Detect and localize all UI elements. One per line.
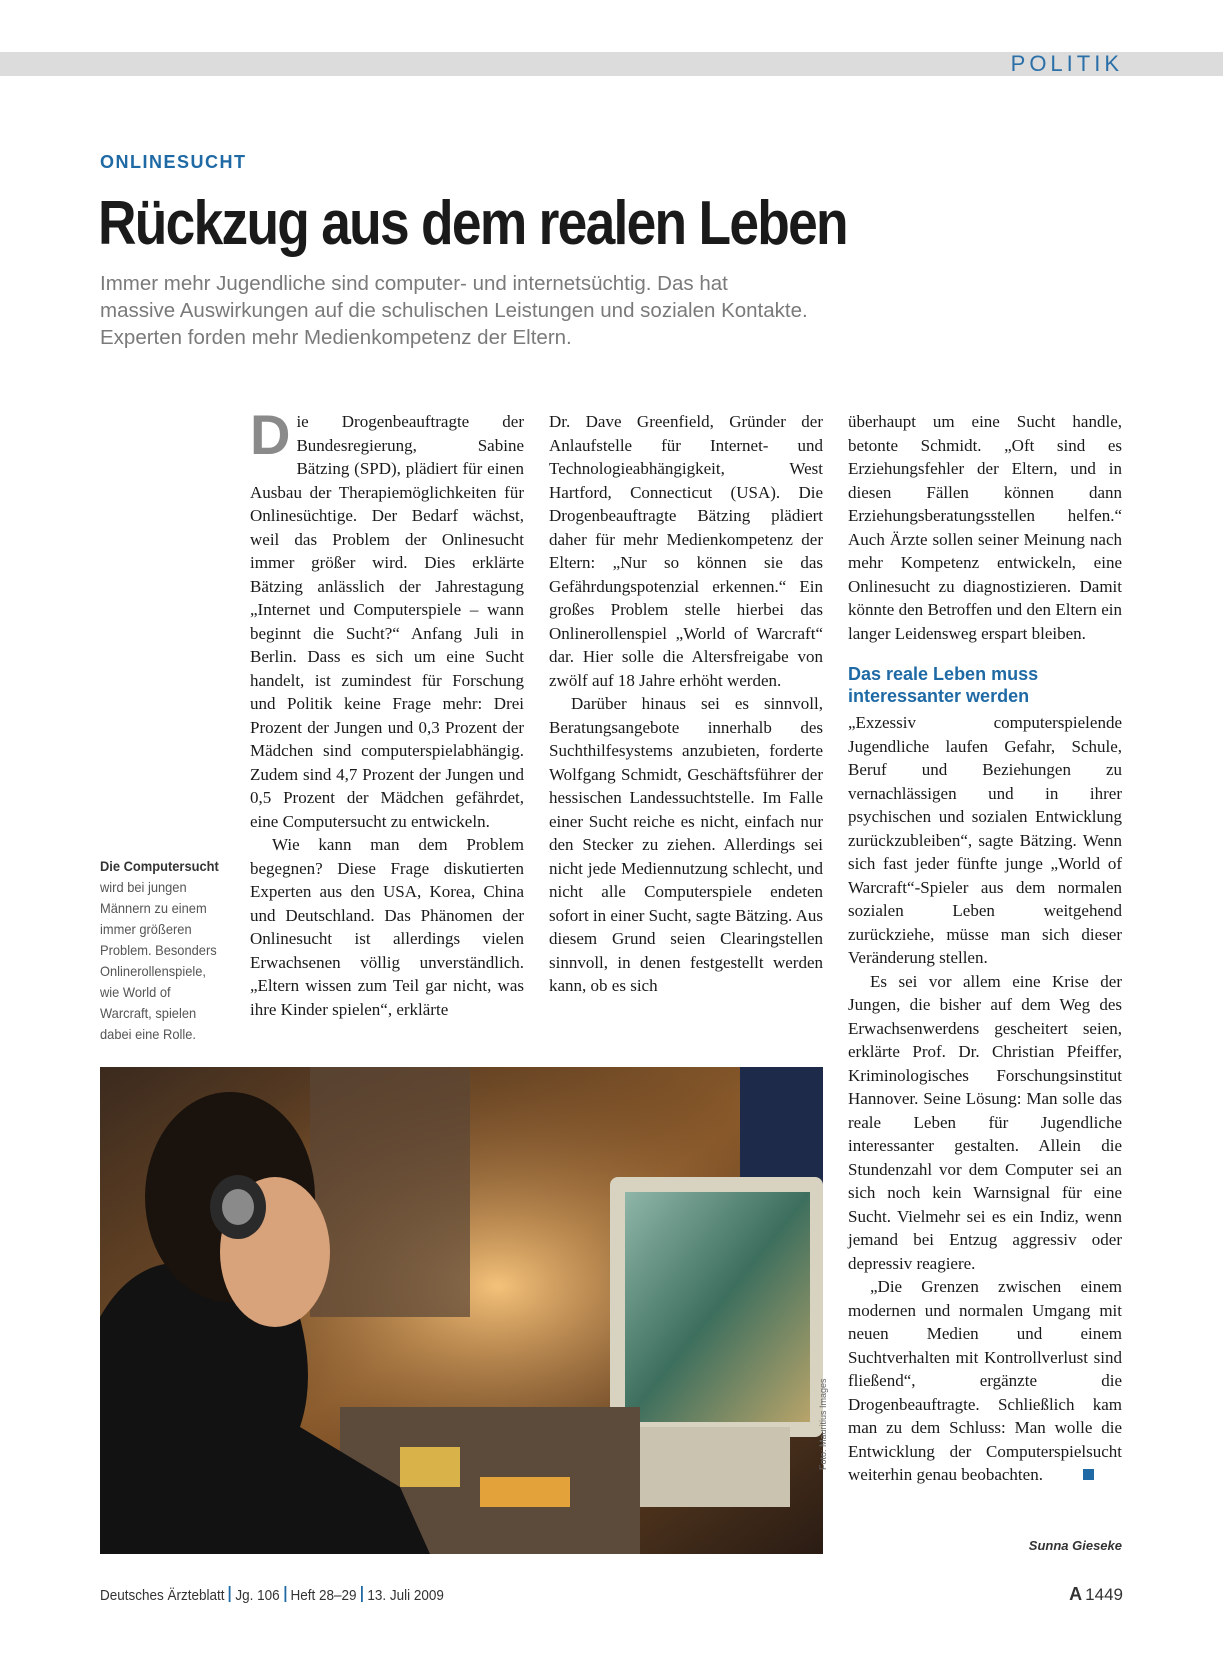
article-column-2 <box>549 410 823 998</box>
article-column-3 <box>848 410 1122 1487</box>
footer-separator <box>284 1586 286 1602</box>
page-number-value: 1449 <box>1085 1585 1123 1604</box>
drop-cap: D <box>250 403 291 466</box>
article-title: Rückzug aus dem realen Leben <box>98 189 847 258</box>
article-column-1 <box>250 403 524 1021</box>
journal-volume: Jg. 106 <box>235 1587 280 1604</box>
paragraph: überhaupt um eine Sucht handle, betonte Schmidt. „Oft sind es Erziehungsfehler der Eltern, und in diesen Fällen können dann Erziehungsberatungsstellen helfen.“ Auch Ärzte sollen seiner Meinung nach mehr Kompetenz entwickeln, eine Onlinesucht zu diagnostizieren. Damit könnte den Betroffen und den Eltern ein langer Leidensweg erspart bleiben. <box>848 412 1122 643</box>
caption-title: Die Computersucht <box>100 858 219 874</box>
footer-separator <box>361 1586 363 1602</box>
footer-separator <box>229 1586 231 1602</box>
section-label: POLITIK <box>1010 51 1123 76</box>
page-prefix: A <box>1069 1584 1083 1604</box>
paragraph: Es sei vor allem eine Krise der Jungen, die bisher auf dem Weg des Erwachsenwerdens gescheitert seien, erklärte Prof. Dr. Christian Pfeiffer, Kriminologisches Forschungsinstitut Hannover. Seine Lösung: Man solle das reale Leben für Jugendliche interessanter gestalten. Allein die Stundenzahl vor dem Computer sei an sich noch kein Warnsignal für eine Sucht. Vielmehr sei es ein Indiz, wenn jemand bei Entzug aggressiv oder depressiv reagiere. <box>848 971 1122 1273</box>
article-subhead: Das reale Leben muss interessanter werden <box>848 664 1039 706</box>
photo-credit: Foto: Mauritius Images <box>818 1378 828 1470</box>
lead-line: Experten forden mehr Medienkompetenz der Eltern. <box>100 326 572 349</box>
paragraph: Die Drogenbeauftragte der Bundesregierung, Sabine Bätzing (SPD), plädiert für einen Ausbau der Therapiemöglichkeiten für Onlinesüchtige. Der Bedarf wächst, weil das Problem der Onlinesucht immer größer wird. Dies erklärte Bätzing anlässlich der Jahrestagung „Internet und Computerspiele – wann beginnt die Sucht?“ Anfang Juli in Berlin. Dass es sich um eine Sucht handelt, ist zumindest für Forschung und Politik keine Frage mehr: Drei Prozent der Jungen und 0,3 Prozent der Mädchen sind computerspielabhängig. Zudem sind 4,7 Prozent der Jungen und 0,5 Prozent der Mädchen gefährdet, eine Computersucht zu entwickeln. <box>250 403 524 831</box>
photo-caption <box>100 856 224 1045</box>
journal-issue: Heft 28–29 <box>290 1587 357 1604</box>
caption-text: wird bei jungen Männern zu einem immer größeren Problem. Besonders Onlinerollenspiele, wie World of Warcraft, spielen dabei eine Rolle. <box>100 879 217 1042</box>
article-kicker: ONLINESUCHT <box>100 152 247 172</box>
page-number <box>1069 1584 1123 1605</box>
paragraph: Darüber hinaus sei es sinnvoll, Beratungsangebote innerhalb des Suchthilfesystems anzubieten, forderte Wolfgang Schmidt, Geschäftsführer der hessischen Landessuchtstelle. Im Falle einer Sucht reiche es nicht, einfach nur den Stecker zu ziehen. Allerdings sei nicht jede Mediennutzung schlecht, und nicht alle Computerspiele endeten sofort in einer Sucht, sagte Bätzing. Aus diesem Grund seien Clearingstellen sinnvoll, in denen festgestellt werden kann, ob es sich <box>549 694 823 995</box>
journal-name: Deutsches Ärzteblatt <box>100 1587 225 1604</box>
paragraph: „Die Grenzen zwischen einem modernen und normalen Umgang mit neuen Medien und einem Suchtverhalten mit Kontrollverlust sind fließend“, ergänzte die Drogenbeauftragte. Schließlich kam man zu dem Schluss: Man wolle die Entwicklung der Computerspielsucht weiterhin genau beobachten. <box>848 1277 1122 1484</box>
lead-line: Immer mehr Jugendliche sind computer- und internetsüchtig. Das hat <box>100 272 728 295</box>
journal-date: 13. Juli 2009 <box>367 1587 444 1604</box>
author-name: Sunna Gieseke <box>1028 1538 1122 1553</box>
footer-citation <box>100 1586 444 1604</box>
article-photo <box>100 1067 823 1554</box>
paragraph: Dr. Dave Greenfield, Gründer der Anlaufstelle für Internet- und Technologieabhängigkeit, West Hartford, Connecticut (USA). Die Drogenbeauftragte Bätzing plädiert daher für mehr Medienkompetenz der Eltern: „Nur so können sie das Gefährdungspotenzial erkennen.“ Ein großes Problem stelle hierbei das Onlinerollenspiel „World of Warcraft“ dar. Hier solle die Altersfreigabe von zwölf auf 18 Jahre erhöht werden. <box>549 412 823 690</box>
paragraph: Wie kann man dem Problem begegnen? Diese Frage diskutierten Experten aus den USA, Korea, China und Deutschland. Das Phänomen der Onlinesucht ist allerdings vielen Erwachsenen völlig unverständlich. „Eltern wissen zum Teil gar nicht, was ihre Kinder spielen“, erklärte <box>250 835 524 1019</box>
lead-line: massive Auswirkungen auf die schulischen Leistungen und sozialen Kontakte. <box>100 299 808 322</box>
photo-illustration <box>100 1067 823 1554</box>
article-lead <box>100 270 940 351</box>
paragraph: „Exzessiv computerspielende Jugendliche laufen Gefahr, Schule, Beruf und Beziehungen zu vernachlässigen und in ihrer psychischen und sozialen Entwicklung zurückzubleiben“, sagte Bätzing. Wenn sich fast jeder fünfte junge „World of Warcraft“-Spieler aus dem normalen sozialen Leben weitgehend zurückziehe, müsse man sich dieser Veränderung stellen. <box>848 713 1122 967</box>
end-mark-icon <box>1083 1469 1094 1480</box>
